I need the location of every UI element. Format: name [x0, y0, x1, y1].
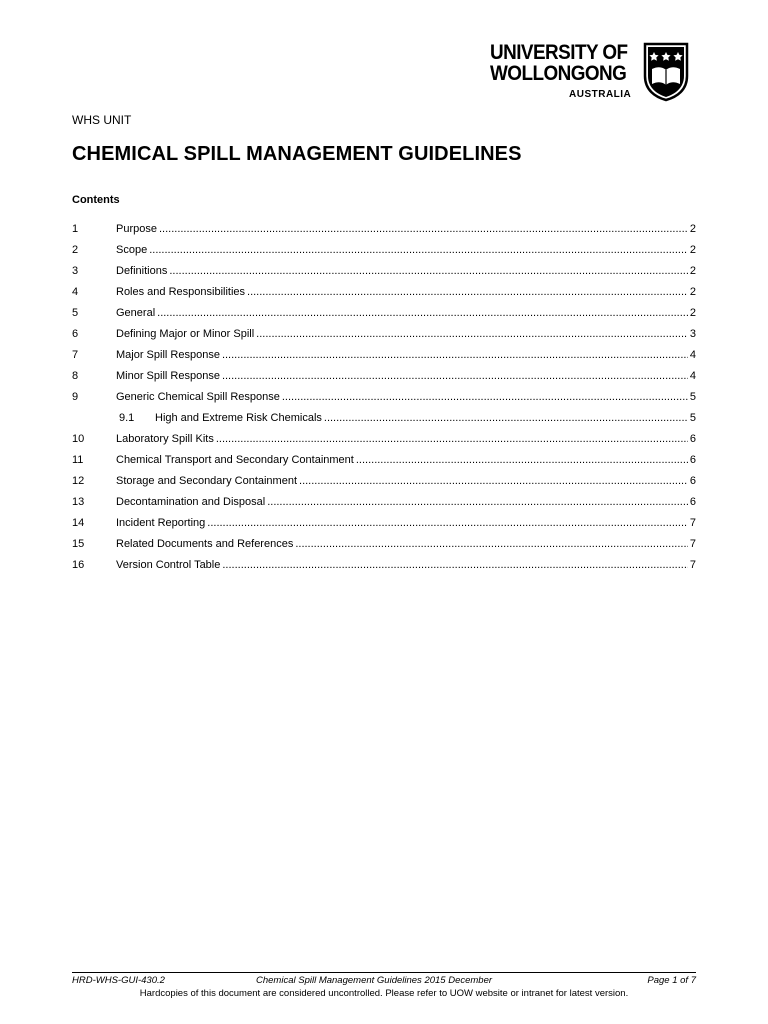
toc-label: Minor Spill Response — [116, 370, 220, 382]
toc-leader — [207, 516, 688, 530]
toc-page: 2 — [689, 223, 696, 235]
toc-label: Major Spill Response — [116, 349, 220, 361]
toc-label: Incident Reporting — [116, 517, 206, 529]
toc-entry-version-control-table[interactable] — [72, 558, 696, 579]
toc-page: 6 — [689, 433, 696, 445]
toc-label: High and Extreme Risk Chemicals — [155, 412, 322, 424]
toc-page: 2 — [689, 307, 696, 319]
toc-leader — [324, 411, 688, 425]
toc-label: Version Control Table — [116, 559, 221, 571]
footer-info-row — [72, 974, 696, 988]
logo-line-2: WOLLONGONG — [490, 62, 627, 85]
logo-line-1: UNIVERSITY OF — [490, 41, 628, 64]
university-logo — [490, 42, 695, 102]
toc-page: 3 — [689, 328, 696, 340]
toc-label: Chemical Transport and Secondary Containment — [116, 454, 354, 466]
toc-number: 5 — [72, 307, 79, 319]
contents-heading: Contents — [72, 194, 120, 206]
unit-label: WHS UNIT — [72, 113, 132, 127]
toc-leader — [222, 369, 688, 383]
document-title: CHEMICAL SPILL MANAGEMENT GUIDELINES — [72, 143, 522, 165]
toc-number: 6 — [72, 328, 79, 340]
toc-entry-roles-and-responsibilities[interactable] — [72, 285, 696, 306]
logo-wordmark — [490, 42, 635, 84]
toc-page: 6 — [689, 496, 696, 508]
footer-divider — [72, 972, 696, 973]
university-crest-icon — [643, 42, 689, 102]
toc-page: 4 — [689, 349, 696, 361]
toc-number: 3 — [72, 265, 79, 277]
toc-number: 2 — [72, 244, 79, 256]
toc-leader — [222, 558, 688, 572]
toc-entry-chemical-transport[interactable] — [72, 453, 696, 474]
toc-entry-major-spill-response[interactable] — [72, 348, 696, 369]
footer-disclaimer: Hardcopies of this document are considered uncontrolled. Please refer to UOW website or intranet for latest version. — [139, 988, 629, 999]
toc-page: 5 — [689, 391, 696, 403]
toc-number: 9 — [72, 391, 79, 403]
toc-number: 11 — [72, 454, 84, 466]
toc-page: 2 — [689, 265, 696, 277]
toc-number: 15 — [72, 538, 85, 550]
toc-entry-related-documents[interactable] — [72, 537, 696, 558]
toc-label: Defining Major or Minor Spill — [116, 328, 255, 340]
footer-document-code: HRD-WHS-GUI-430.2 — [72, 975, 165, 986]
toc-entry-incident-reporting[interactable] — [72, 516, 696, 537]
toc-number: 8 — [72, 370, 79, 382]
toc-page: 7 — [689, 538, 696, 550]
toc-entry-general[interactable] — [72, 306, 696, 327]
toc-entry-storage[interactable] — [72, 474, 696, 495]
toc-page: 5 — [689, 412, 696, 424]
toc-leader — [295, 537, 688, 551]
toc-page: 2 — [689, 244, 696, 256]
toc-entry-laboratory-spill-kits[interactable] — [72, 432, 696, 453]
toc-number: 1 — [72, 223, 79, 235]
toc-page: 2 — [689, 286, 696, 298]
toc-entry-purpose[interactable] — [72, 222, 696, 243]
toc-leader — [299, 474, 688, 488]
toc-label: Scope — [116, 244, 148, 256]
page-footer — [72, 972, 696, 1000]
toc-leader — [149, 243, 688, 257]
toc-leader — [216, 432, 688, 446]
toc-entry-generic-chemical-spill-response[interactable] — [72, 390, 696, 411]
toc-number: 10 — [72, 433, 85, 445]
table-of-contents — [72, 222, 696, 579]
toc-page: 4 — [689, 370, 696, 382]
toc-page: 6 — [689, 454, 696, 466]
toc-number: 14 — [72, 517, 85, 529]
toc-entry-definitions[interactable] — [72, 264, 696, 285]
toc-number: 9.1 — [119, 412, 135, 424]
toc-entry-scope[interactable] — [72, 243, 696, 264]
toc-label: Roles and Responsibilities — [116, 286, 246, 298]
toc-label: Generic Chemical Spill Response — [116, 391, 280, 403]
toc-leader — [356, 453, 688, 467]
toc-leader — [157, 306, 688, 320]
toc-number: 4 — [72, 286, 79, 298]
toc-leader — [267, 495, 688, 509]
toc-page: 7 — [689, 559, 696, 571]
toc-leader — [222, 348, 688, 362]
toc-label: Purpose — [116, 223, 157, 235]
toc-label: Laboratory Spill Kits — [116, 433, 214, 445]
toc-entry-minor-spill-response[interactable] — [72, 369, 696, 390]
toc-leader — [169, 264, 688, 278]
toc-page: 6 — [689, 475, 696, 487]
toc-entry-high-and-extreme-risk-chemicals[interactable] — [72, 411, 696, 432]
toc-number: 12 — [72, 475, 85, 487]
toc-number: 7 — [72, 349, 79, 361]
toc-leader — [282, 390, 688, 404]
toc-label: Storage and Secondary Containment — [116, 475, 298, 487]
toc-entry-decontamination[interactable] — [72, 495, 696, 516]
footer-page-number: Page 1 of 7 — [647, 975, 696, 986]
toc-number: 13 — [72, 496, 85, 508]
toc-entry-defining-major-or-minor-spill[interactable] — [72, 327, 696, 348]
toc-number: 16 — [72, 559, 85, 571]
logo-line-3: AUSTRALIA — [569, 89, 632, 100]
toc-label: General — [116, 307, 156, 319]
toc-label: Decontamination and Disposal — [116, 496, 266, 508]
toc-label: Definitions — [116, 265, 168, 277]
toc-leader — [247, 285, 688, 299]
footer-document-name: Chemical Spill Management Guidelines 2015 December — [256, 975, 493, 986]
toc-leader — [256, 327, 688, 341]
toc-page: 7 — [689, 517, 696, 529]
toc-leader — [159, 222, 688, 236]
toc-label: Related Documents and References — [116, 538, 294, 550]
